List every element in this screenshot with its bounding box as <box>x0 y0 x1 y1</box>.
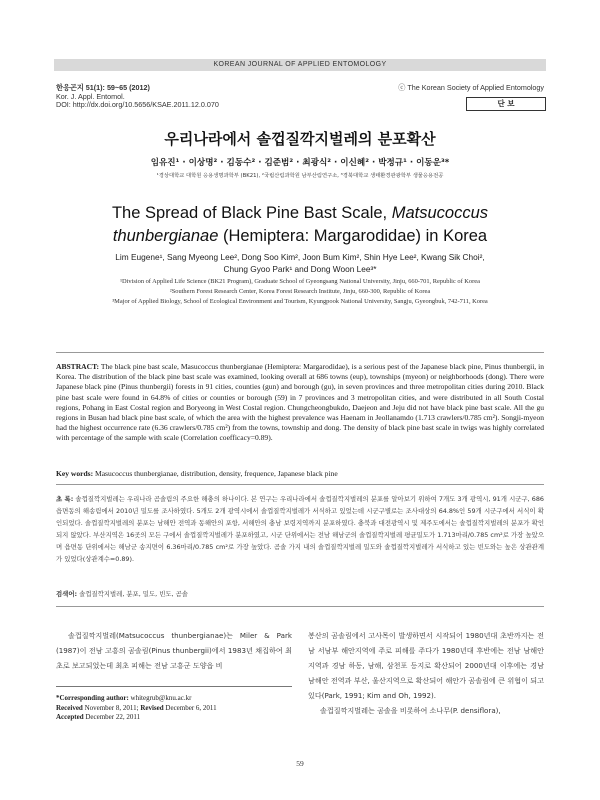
corresponding-email[interactable]: whitegrub@knu.ac.kr <box>128 694 192 702</box>
received-date: November 8, 2011; <box>82 703 141 712</box>
korean-authors: 임유진¹ · 이상명² · 김동수² · 김준범² · 최광식² · 이신혜² · 박정규¹ · 이동운³* <box>150 158 450 168</box>
affiliation-3: ³Major of Applied Biology, School of Ecological Environment and Tourism, Kyungpook National University, Sangju, Gyeongbuk, 742-711, Korea <box>112 298 488 305</box>
footnote-block <box>56 694 292 723</box>
affiliation-1: ¹Division of Applied Life Science (BK21 Program), Graduate School of Gyeongsang National University, Jinju, 660-701, Republic of Korea <box>120 278 480 285</box>
korean-keywords-label: 검색어: <box>56 590 78 598</box>
accepted-line <box>56 713 292 723</box>
article-type-badge: 단 보 <box>466 97 546 111</box>
affiliation-2: ²Southern Forest Research Center, Korea Forest Research Institute, Jinju, 660-300, Republic of Korea <box>169 288 431 295</box>
english-title-species: thunbergianae <box>112 227 219 245</box>
english-title-part2: (Hemiptera: Margarodidae) in Korea <box>218 227 488 245</box>
korean-abstract <box>56 493 544 566</box>
abstract-label: ABSTRACT: <box>56 362 100 371</box>
page-number: 59 <box>296 759 304 768</box>
corresponding-label: *Corresponding author: <box>56 694 129 702</box>
abstract-top-rule <box>56 352 544 353</box>
english-authors <box>70 251 530 275</box>
english-abstract <box>56 362 544 444</box>
english-title-part1: The Spread of Black Pine Bast Scale, <box>111 204 392 222</box>
korean-keywords-text: 솔껍질깍지벌레, 분포, 밀도, 빈도, 곰솔 <box>77 590 188 598</box>
received-revised <box>56 704 292 714</box>
corresponding-author <box>56 694 292 704</box>
korean-keywords <box>56 589 544 599</box>
body-column-left <box>56 628 292 673</box>
korean-title: 우리나라에서 솔껍질깍지벌레의 분포확산 <box>164 130 436 148</box>
english-authors-line2: Chung Gyoo Park¹ and Dong Woon Lee³* <box>223 264 377 274</box>
english-affiliations <box>56 277 544 307</box>
body-paragraph-3: 솔껍질깍지벌레는 곰솔을 비롯하여 소나무(P. densiflora), <box>320 706 501 715</box>
keywords-text: Masucoccus thunbergianae, distribution, density, frequence, Japanese black pine <box>93 469 338 478</box>
received-label: Received <box>56 703 83 712</box>
korean-abstract-text: 솔껍질깍지벌레는 우리나라 곰솔림의 주요한 해충의 하나이다. 본 연구는 우리나라에서 솔껍질깍지벌레의 분포를 알아보기 위하여 7개도 3개 광역시, 91개 시군구, 686 읍면동의 해송림에서 2010년 밀도를 조사하였다. 5개도 2개 광역시에서 솔껍질깍지벌레가 서식하고 있었는데 시군구별로는 조사대상의 64.8%인 59개 시군구에서 서식이 확인되었다. 솔껍질깍지벌레의 분포는 남해안 전역과 동해안의 포항, 서해안의 충남 보령지역까지 분포하였다. 충북과 대전광역시 및 제주도에서는 솔껍질깍지벌레의 분포가 확인되지 않았다. 부산지역은 16곳의 모든 구에서 솔껍질깍지벌레가 분포하였고, 시군 단위에서는 전남 해남군의 솔껍질깍지벌레 평균밀도가 1.713마리/0.785 cm²로 가장 높았으며 읍면동 단위에서는 해남군 송지면이 6.36마리/0.785 cm²로 가장 높았다. 곰솔 가지 내의 솔껍질깍지벌레 밀도와 솔껍질깍지벌레가 서식하고 있는 빈도와는 높은 상관관계가 있었다(상관계수=0.89). <box>56 495 544 564</box>
footnote-rule <box>56 686 292 687</box>
english-keywords <box>56 469 544 479</box>
revised-label: Revised <box>140 703 164 712</box>
korean-abstract-label: 초 록: <box>56 495 74 503</box>
accepted-date: December 22, 2011 <box>83 713 141 722</box>
doi-link[interactable]: DOI: http://dx.doi.org/10.5656/KSAE.2011.12.0.070 <box>56 100 219 110</box>
korean-affiliations: ¹경상대학교 대학원 응용생명과학부 (BK21), ²국립산림과학원 남부산림연구소, ³경북대학교 생태환경관광학부 생물응용전공 <box>156 173 444 179</box>
copyright-notice: ⓒ The Korean Society of Applied Entomology <box>398 83 544 92</box>
body-column-right <box>308 628 544 718</box>
abstract-bottom-rule <box>56 606 544 607</box>
accepted-label: Accepted <box>56 713 84 722</box>
journal-name-bar: KOREAN JOURNAL OF APPLIED ENTOMOLOGY <box>54 59 546 71</box>
english-title-genus: Matsucoccus <box>391 204 489 222</box>
citation-journal-abbrev: Kor. J. Appl. Entomol. <box>56 91 125 101</box>
citation-block <box>56 84 219 110</box>
body-paragraph-2: 봉산의 곰솔림에서 고사목이 발생하면서 시작되어 1980년대 초반까지는 전남 서남부 해안지역에 주로 피해를 주다가 1980년대 후반에는 전남 남해안 지역과 경남 하동, 남해, 삼천포 등지로 확산되어 2000년대 이후에는 경남 남해안 전역과 부산, 울산지역으로 확산되어 해안가 곰솔림에 큰 위협이 되고 있다(Park, 1991; Kim and Oh, 1992). <box>308 631 544 700</box>
abstract-divider-rule <box>56 484 544 485</box>
body-paragraph-1: 솔껍질깍지벌레(Matsucoccus thunbergianae)는 Miler & Park (1987)이 전남 고흥의 곰솔림(Pinus thunbergii)에서 1983년 채집하여 최초로 보고되었는데 최초 피해는 전남 고흥군 도양읍 비 <box>56 631 292 670</box>
citation-korean: 한응곤지 51(1): 59~65 (2012) <box>56 83 150 92</box>
abstract-text: The black pine bast scale, Masucoccus thunbergianae (Hemiptera: Margarodidae), is a serious pest of the Japanese black pine, Pinus thunbergii, in Korea. The distribution of the black pine bast scale was examined, looking overall at 686 towns (eup), townships (myeon) or neighborhoods (dong). There were Japanese black pine (Pinus thunbergii) forests in 91 cities, counties (gun) and borough (gu), in seven provinces and three metropolitan cities during 2010. Black pine bast scale were found in 64.8% of cities or counties or borough (59) in 7 provinces and 3 metropolitan cities, and were distributed in all South Costal regions, Pohang in East Costal region and Boryeong in West Costal region. Chungcheongbukdo, Daejeon and Jeju did not have black pine bast scale. All the gu regions in Busan had black pine bast scale, of which the area with the highest prevalence was Haenam in Jeollanamdo (1.713 crawlers/0.785 cm²). Songji-myeon had the highest occurrence rate (6.36 crawlers/0.785 cm²) from the towns, township and dong. The density of black pine bast scale in twigs was highly correlated with percentage of the sample with scale (Correlation coefficacy=0.89). <box>56 362 544 443</box>
keywords-label: Key words: <box>56 469 94 478</box>
english-title <box>40 202 560 248</box>
revised-date: December 6, 2011 <box>163 703 217 712</box>
english-authors-line1: Lim Eugene¹, Sang Myeong Lee², Dong Soo Kim², Joon Bum Kim², Shin Hye Lee², Kwang Sik Choi², <box>115 252 485 262</box>
